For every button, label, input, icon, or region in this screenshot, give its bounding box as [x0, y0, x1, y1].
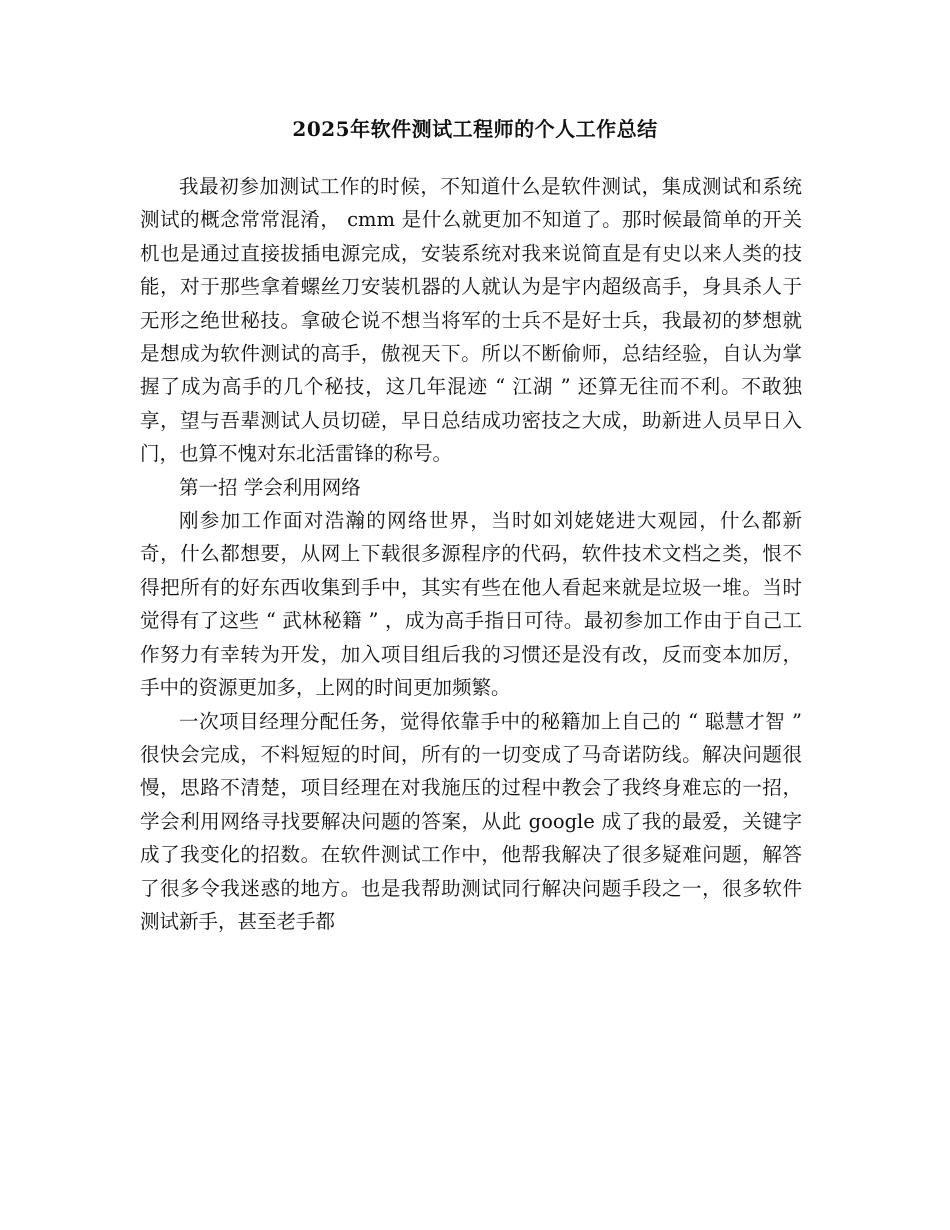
paragraph-intro: 我最初参加测试工作的时候，不知道什么是软件测试，集成测试和系统测试的概念常常混淆， cmm 是什么就更加不知道了。那时候最简单的开关机也是通过直接拔插电源完成，安装系统对我来说简直是有史以来人类的技能，对于那些拿着螺丝刀安装机器的人就认为是宇内超级高手，身具杀人于无形之绝世秘技。拿破仑说不想当将军的士兵不是好士兵，我最初的梦想就是想成为软件测试的高手，傲视天下。所以不断偷师，总结经验，自认为掌握了成为高手的几个秘技，这几年混迹 “ 江湖 ” 还算无往而不利。不敢独享，望与吾辈测试人员切磋，早日总结成功密技之大成，助新进人员早日入门，也算不愧对东北活雷锋的称号。 [140, 175, 802, 466]
section-heading-first-move: 第一招 学会利用网络 [179, 475, 361, 499]
paragraph-project-task: 一次项目经理分配任务，觉得依靠手中的秘籍加上自己的 “ 聪慧才智 ” 很快会完成，不料短短的时间，所有的一切变成了马奇诺防线。解决问题很慢，思路不清楚，项目经理在对我施压的过程中教会了我终身难忘的一招，学会利用网络寻找要解决问题的答案，从此 google 成了我的最爱，关键字成了我变化的招数。在软件测试工作中，他帮我解决了很多疑难问题，解答了很多令我迷惑的地方。也是我帮助测试同行解决问题手段之一，很多软件测试新手，甚至老手都 [140, 709, 802, 933]
document-title: 2025年软件测试工程师的个人工作总结 [292, 117, 658, 141]
paragraph-network-resources: 刚参加工作面对浩瀚的网络世界，当时如刘姥姥进大观园，什么都新奇，什么都想要，从网上下载很多源程序的代码，软件技术文档之类，恨不得把所有的好东西收集到手中，其实有些在他人看起来就是垃圾一堆。当时觉得有了这些 “ 武林秘籍 ” ，成为高手指日可待。最初参加工作由于自己工作努力有幸转为开发，加入项目组后我的习惯还是没有改，反而变本加厉，手中的资源更加多，上网的时间更加频繁。 [140, 509, 802, 700]
document-body [140, 170, 802, 938]
